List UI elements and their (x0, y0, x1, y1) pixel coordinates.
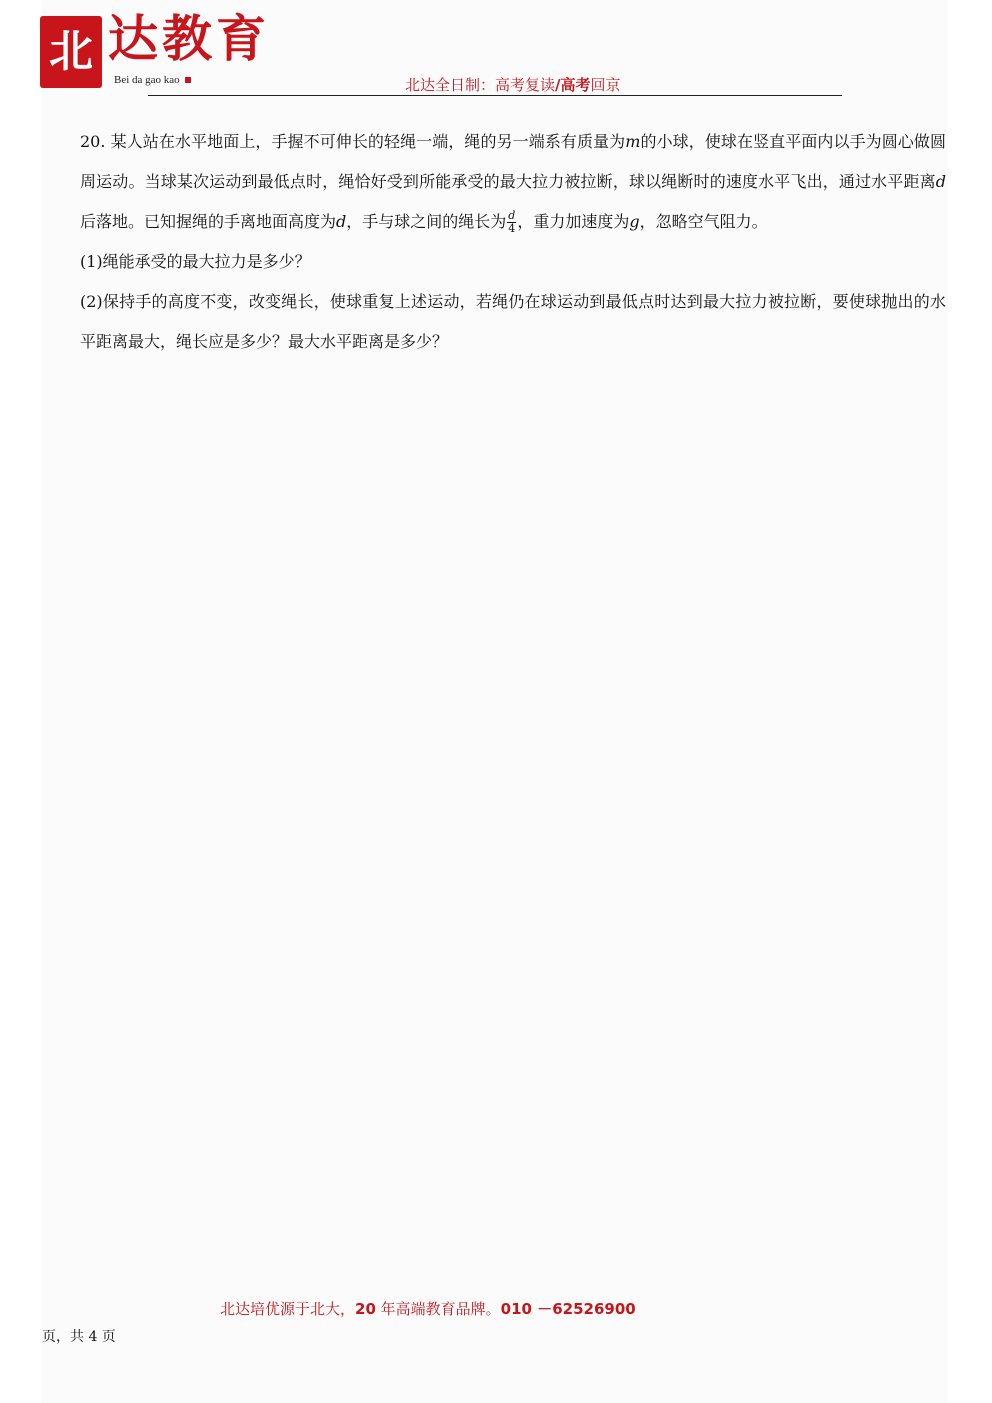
stem-text-d: ，手与球之间的绳长为 (346, 212, 507, 231)
stem-text-c: 后落地。已知握绳的手离地面高度为 (80, 212, 337, 231)
var-m: m (625, 132, 641, 151)
logo-name: 达教育 (108, 9, 270, 68)
header-slogan (405, 74, 621, 95)
logo-pinyin (114, 74, 191, 86)
fraction-d-over-4 (507, 210, 516, 235)
footer-phone: 010 －62526900 (500, 1300, 636, 1318)
header-slogan-part1: 北达全日制：高考复读 (405, 76, 556, 94)
question-number: 20. (80, 132, 106, 151)
question-part-1: (1)绳能承受的最大拉力是多少？ (80, 252, 311, 271)
logo-mark (40, 16, 102, 88)
logo-dot-icon (185, 77, 191, 83)
question-20 (80, 122, 946, 362)
stem-text-e: ，重力加速度为 (517, 212, 630, 231)
var-d: d (336, 212, 347, 231)
header-divider (148, 95, 842, 96)
var-g: g (629, 212, 640, 231)
header-slogan-bold: /高考 (555, 76, 591, 94)
footer-slogan-c: 年高端教育品牌。 (375, 1300, 501, 1318)
stem-text-a: 某人站在水平地面上，手握不可伸长的轻绳一端，绳的另一端系有质量为 (110, 132, 626, 151)
fraction-denominator: 4 (508, 222, 516, 235)
header-slogan-part2: 回京 (590, 76, 621, 94)
page-number: 页，共 4 页 (42, 1329, 116, 1345)
stem-text-f: ，忽略空气阻力。 (639, 212, 768, 231)
stem-text-b: 的小球，使球在竖直平面内以手为圆心做圆周运动。当球某次运动到最低点时，绳恰好受到所能承受的最大拉力被拉断，球以绳断时的速度水平飞出，通过水平距离 (80, 132, 946, 191)
logo-mark-text: 北 (49, 26, 93, 77)
fraction-numerator: d (508, 209, 516, 222)
logo-pinyin-text: Bei da gao kao (114, 74, 180, 86)
footer-slogan-a: 北达培优源于北大， (220, 1300, 356, 1318)
footer-slogan (220, 1298, 636, 1319)
question-part-2: (2)保持手的高度不变，改变绳长，使球重复上述运动，若绳仍在球运动到最低点时达到最大拉力被拉断，要使球抛出的水平距离最大，绳长应是多少？最大水平距离是多少？ (80, 292, 946, 351)
var-d: d (935, 172, 946, 191)
question-stem (80, 122, 946, 242)
footer-slogan-b: 20 (355, 1300, 376, 1318)
